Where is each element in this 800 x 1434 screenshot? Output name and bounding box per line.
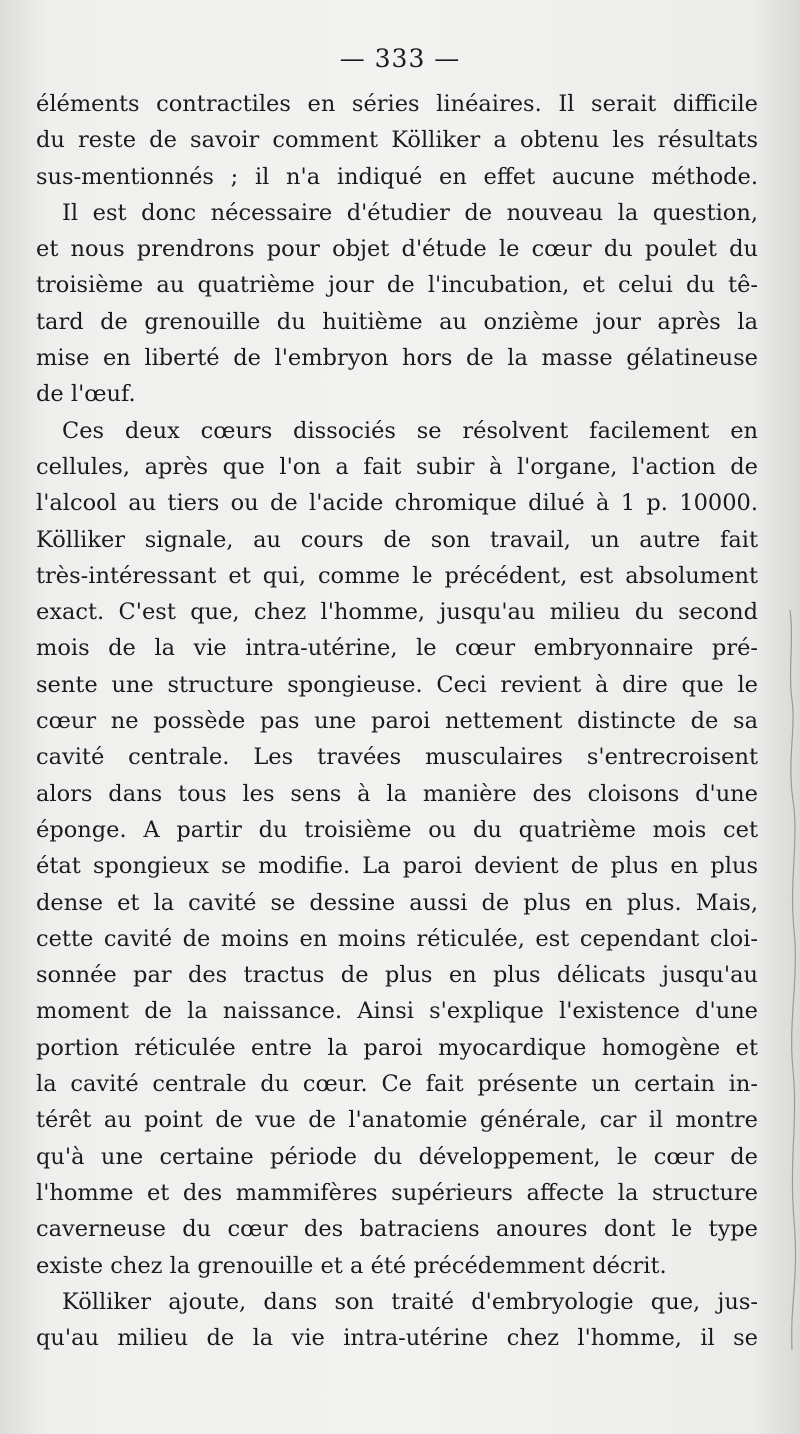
text-line: Ces deux cœurs dissociés se résolvent facilement en (62, 417, 758, 444)
text-line: éponge. A partir du troisième ou du quatrième mois cet (36, 816, 758, 843)
text-line: portion réticulée entre la paroi myocardique homogène et (36, 1034, 758, 1061)
text-line: sente une structure spongieuse. Ceci revient à dire que le (36, 671, 758, 698)
text-line: cette cavité de moins en moins réticulée, est cependant cloi- (36, 925, 758, 952)
text-line: existe chez la grenouille et a été précédemment décrit. (36, 1252, 667, 1279)
text-line: l'alcool au tiers ou de l'acide chromique dilué à 1 p. 10000. (36, 490, 758, 517)
text-line: moment de la naissance. Ainsi s'explique l'existence d'une (36, 998, 758, 1025)
page-number: — 333 — (339, 44, 461, 73)
text-line: exact. C'est que, chez l'homme, jusqu'au milieu du second (36, 599, 758, 626)
text-line: qu'à une certaine période du développement, le cœur de (36, 1143, 758, 1170)
text-line: alors dans tous les sens à la manière des cloisons d'une (36, 780, 758, 807)
text-line: état spongieux se modifie. La paroi devient de plus en plus (36, 853, 758, 880)
text-line: Kölliker signale, au cours de son travail, un autre fait (36, 526, 758, 553)
text-line: tard de grenouille du huitième au onzième jour après la (36, 308, 758, 335)
text-line: mise en liberté de l'embryon hors de la masse gélatineuse (36, 345, 758, 372)
text-line: cœur ne possède pas une paroi nettement distincte de sa (36, 708, 758, 735)
text-line: cavité centrale. Les travées musculaires s'entrecroisent (36, 744, 758, 771)
text-line: Kölliker ajoute, dans son traité d'embryologie que, jus- (62, 1288, 758, 1315)
text-line: troisième au quatrième jour de l'incubation, et celui du tê- (36, 272, 758, 299)
text-line: cellules, après que l'on a fait subir à l'organe, l'action de (36, 453, 758, 480)
page-edge-shadow (784, 600, 798, 1360)
text-line: et nous prendrons pour objet d'étude le cœur du poulet du (36, 236, 758, 263)
text-line: l'homme et des mammifères supérieurs affecte la structure (36, 1179, 758, 1206)
text-line: térêt au point de vue de l'anatomie générale, car il montre (36, 1107, 758, 1134)
text-line: du reste de savoir comment Kölliker a obtenu les résultats (36, 127, 758, 154)
text-line: très-intéressant et qui, comme le précédent, est absolument (36, 562, 758, 589)
text-line: la cavité centrale du cœur. Ce fait présente un certain in- (36, 1071, 758, 1098)
text-line: caverneuse du cœur des batraciens anoures dont le type (36, 1216, 758, 1243)
text-line: sonnée par des tractus de plus en plus délicats jusqu'au (36, 962, 758, 989)
text-line: Il est donc nécessaire d'étudier de nouveau la question, (62, 199, 758, 226)
body-text (36, 86, 758, 1356)
text-line: qu'au milieu de la vie intra-utérine chez l'homme, il se (36, 1325, 758, 1352)
text-line: mois de la vie intra-utérine, le cœur embryonnaire pré- (36, 635, 758, 662)
text-line: de l'œuf. (36, 381, 136, 408)
text-line: éléments contractiles en séries linéaires. Il serait difficile (36, 91, 758, 117)
text-line: sus-mentionnés ; il n'a indiqué en effet aucune méthode. (36, 163, 758, 190)
text-line: dense et la cavité se dessine aussi de plus en plus. Mais, (36, 889, 758, 916)
